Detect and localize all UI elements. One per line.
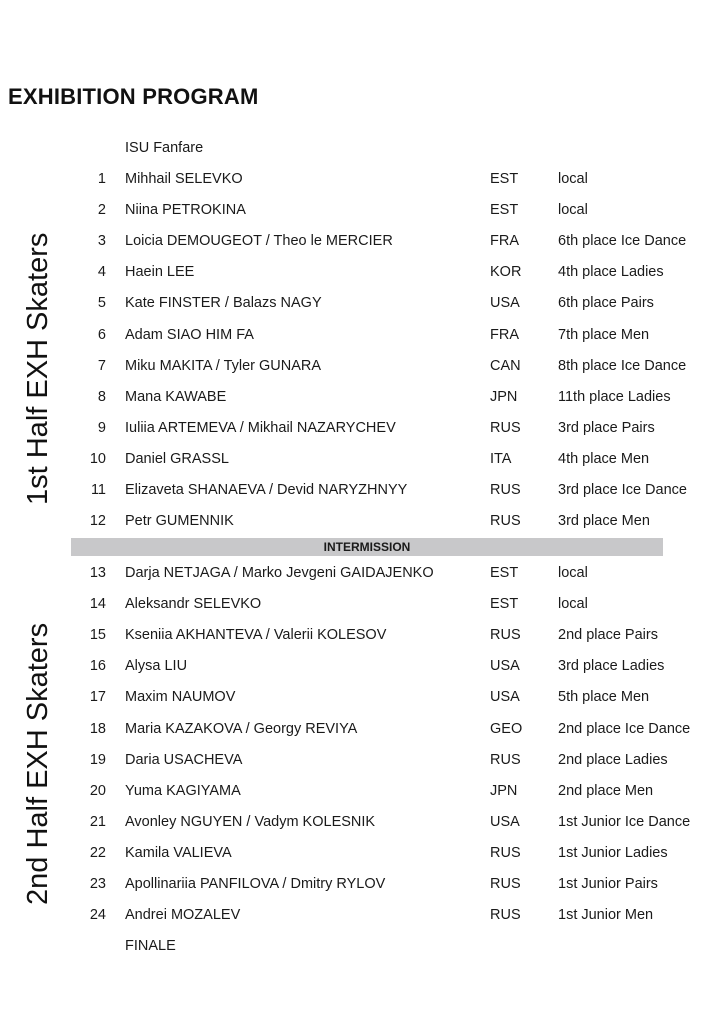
skater-row — [0, 233, 720, 264]
skater-name: Daniel GRASSL — [125, 450, 229, 467]
skater-row — [0, 327, 720, 358]
skater-number: 17 — [89, 689, 106, 706]
skater-note: 3rd place Ladies — [558, 658, 665, 675]
skater-name: Darja NETJAGA / Marko Jevgeni GAIDAJENKO — [125, 565, 434, 581]
skater-nation: GEO — [490, 720, 523, 737]
skater-nation: RUS — [490, 907, 521, 924]
skater-number: 8 — [97, 388, 106, 405]
skater-nation: RUS — [490, 627, 521, 644]
skater-nation: JPN — [490, 782, 518, 799]
skater-note: 3rd place Men — [558, 513, 650, 530]
skater-note: 2nd place Men — [558, 782, 654, 799]
skater-row — [0, 451, 720, 482]
skater-row — [0, 358, 720, 389]
skater-number: 14 — [89, 596, 106, 613]
skater-nation: FRA — [490, 326, 519, 343]
skater-note: 7th place Men — [558, 326, 650, 343]
skater-note: local — [558, 171, 588, 187]
skater-name: Yuma KAGIYAMA — [125, 782, 241, 799]
skater-nation: RUS — [490, 751, 521, 768]
skater-nation: RUS — [490, 844, 521, 861]
skater-number: 4 — [97, 264, 106, 281]
skater-name: Andrei MOZALEV — [125, 907, 241, 924]
skater-note: 8th place Ice Dance — [558, 357, 687, 374]
skater-nation: USA — [490, 295, 520, 312]
page-title: EXHIBITION PROGRAM — [8, 84, 259, 109]
skater-number: 23 — [89, 876, 106, 892]
skater-note: 1st Junior Ladies — [558, 844, 668, 861]
skater-note: 1st Junior Men — [558, 907, 654, 924]
skater-nation: RUS — [490, 482, 521, 498]
skater-row — [0, 907, 720, 938]
skater-note: 1st Junior Ice Dance — [558, 813, 691, 830]
skater-name: Mihhail SELEVKO — [125, 171, 243, 187]
skater-number: 22 — [89, 844, 106, 861]
skater-row — [0, 845, 720, 876]
skater-note: local — [558, 565, 588, 581]
skater-nation: EST — [490, 171, 519, 187]
skater-row — [0, 783, 720, 814]
skater-row — [0, 689, 720, 720]
skater-nation: EST — [490, 202, 519, 219]
skater-number: 1 — [97, 171, 106, 187]
skater-number: 2 — [97, 202, 106, 219]
skater-note: 6th place Pairs — [558, 295, 654, 312]
intermission-bar: INTERMISSION — [71, 538, 663, 556]
skater-note: local — [558, 596, 588, 613]
skater-name: Miku MAKITA / Tyler GUNARA — [125, 357, 322, 374]
skater-number: 19 — [89, 751, 106, 768]
skater-nation: FRA — [490, 233, 519, 250]
skater-row — [0, 171, 720, 202]
skater-row — [0, 721, 720, 752]
skater-row — [0, 202, 720, 233]
skater-note: 4th place Men — [558, 450, 650, 467]
skater-number: 5 — [97, 295, 106, 312]
skater-name: Maria KAZAKOVA / Georgy REVIYA — [125, 720, 358, 737]
skater-nation: EST — [490, 565, 519, 581]
skater-name: Apollinariia PANFILOVA / Dmitry RYLOV — [125, 876, 386, 892]
skater-nation: RUS — [490, 419, 521, 436]
skater-row — [0, 565, 720, 596]
skater-note: 5th place Men — [558, 689, 650, 706]
skater-row — [0, 389, 720, 420]
skater-note: 2nd place Pairs — [558, 627, 658, 644]
skater-row — [0, 752, 720, 783]
skater-nation: RUS — [490, 876, 521, 892]
skater-name: Haein LEE — [125, 264, 195, 281]
skater-note: 6th place Ice Dance — [558, 233, 687, 250]
skater-nation: JPN — [490, 388, 518, 405]
skater-name: Mana KAWABE — [125, 388, 227, 405]
skater-number: 13 — [89, 565, 106, 581]
skater-note: 4th place Ladies — [558, 264, 664, 281]
second-half-side-label: 2nd Half EXH Skaters — [22, 622, 54, 905]
skater-number: 11 — [90, 482, 106, 498]
skater-name: Kseniia AKHANTEVA / Valerii KOLESOV — [125, 627, 387, 644]
skater-nation: USA — [490, 813, 520, 830]
skater-name: Daria USACHEVA — [125, 751, 243, 768]
first-half-side-label: 1st Half EXH Skaters — [22, 232, 54, 505]
skater-number: 21 — [89, 813, 106, 830]
skater-note: 11th place Ladies — [558, 388, 671, 405]
skater-name: Iuliia ARTEMEVA / Mikhail NAZARYCHEV — [125, 419, 396, 436]
skater-nation: USA — [490, 689, 520, 706]
skater-number: 7 — [97, 357, 106, 374]
skater-nation: CAN — [490, 357, 521, 374]
skater-nation: ITA — [490, 450, 512, 467]
skater-nation: RUS — [490, 513, 521, 530]
skater-number: 18 — [89, 720, 106, 737]
skater-row — [0, 876, 720, 907]
skater-name: Aleksandr SELEVKO — [125, 596, 262, 613]
skater-name: Loicia DEMOUGEOT / Theo le MERCIER — [125, 233, 393, 250]
skater-row — [0, 482, 720, 513]
skater-name: Alysa LIU — [125, 658, 188, 675]
skater-note: local — [558, 202, 588, 219]
skater-name: Adam SIAO HIM FA — [125, 326, 254, 343]
skater-row — [0, 814, 720, 845]
skater-name: Niina PETROKINA — [125, 202, 246, 219]
skater-row — [0, 420, 720, 451]
skater-nation: EST — [490, 596, 519, 613]
skater-row — [0, 658, 720, 689]
skater-number: 12 — [89, 513, 106, 530]
skater-row — [0, 295, 720, 326]
skater-name: Kate FINSTER / Balazs NAGY — [125, 295, 322, 312]
skater-number: 24 — [89, 907, 106, 924]
skater-note: 3rd place Pairs — [558, 419, 655, 436]
skater-number: 6 — [97, 326, 106, 343]
skater-note: 3rd place Ice Dance — [558, 482, 687, 498]
skater-note: 2nd place Ladies — [558, 751, 668, 768]
skater-number: 20 — [89, 782, 106, 799]
skater-number: 10 — [89, 450, 106, 467]
skater-number: 9 — [97, 419, 106, 436]
skater-name: Petr GUMENNIK — [125, 513, 234, 530]
skater-number: 3 — [97, 233, 106, 250]
finale-item: FINALE — [125, 938, 176, 954]
skater-name: Elizaveta SHANAEVA / Devid NARYZHNYY — [125, 482, 408, 498]
skater-row — [0, 264, 720, 295]
skater-note: 1st Junior Pairs — [558, 876, 658, 892]
skater-name: Kamila VALIEVA — [125, 844, 232, 861]
skater-name: Maxim NAUMOV — [125, 689, 236, 706]
opening-item: ISU Fanfare — [125, 140, 204, 156]
skater-number: 15 — [89, 627, 106, 644]
skater-nation: USA — [490, 658, 520, 675]
skater-nation: KOR — [490, 264, 522, 281]
skater-row — [0, 596, 720, 627]
skater-note: 2nd place Ice Dance — [558, 720, 691, 737]
skater-number: 16 — [89, 658, 106, 675]
skater-name: Avonley NGUYEN / Vadym KOLESNIK — [125, 813, 376, 830]
skater-row — [0, 627, 720, 658]
